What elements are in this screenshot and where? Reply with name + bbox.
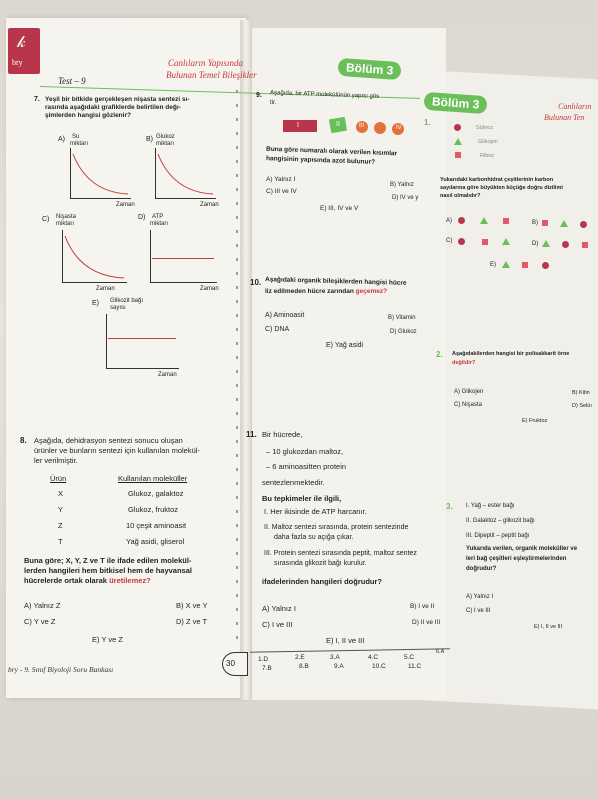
- right-q3-option-a[interactable]: A) Yalnız I: [466, 594, 494, 600]
- q8-row-t-molecules: Yağ asidi, gliserol: [126, 537, 185, 546]
- graph-d-xlabel: Zaman: [200, 286, 219, 292]
- graph-c-ylabel-1: Nişasta: [56, 214, 77, 220]
- q9-option-b[interactable]: B) Yalnız: [390, 182, 414, 188]
- answer-key-cell: 6.A: [436, 649, 445, 655]
- q8-text-2: ürünler ve bunların sentezi için kullanılan molekül-: [34, 446, 200, 455]
- right-q3-ask-2: leri bağ çeşitleri eşleştirmelerinden: [466, 556, 567, 562]
- legend-glikojen: Glikojen: [478, 139, 498, 145]
- right-q1-opt-c[interactable]: C): [446, 238, 453, 244]
- q8-row-z-molecules: 10 çeşit aminoasit: [126, 521, 187, 530]
- unit-title-line1: Canlıların Yapısında: [168, 58, 243, 68]
- graph-d-ylabel-2: miktarı: [150, 221, 168, 227]
- graph-b-option: B): [146, 136, 153, 143]
- graph-d-ylabel-1: ATP: [152, 214, 164, 220]
- graph-a-ylabel-1: Su: [72, 134, 80, 140]
- right-q3-option-c[interactable]: C) I ve III: [466, 608, 491, 614]
- right-q2-option-e[interactable]: E) Fruktoz: [522, 418, 548, 424]
- graph-a-option: A): [58, 136, 65, 143]
- graph-c-ylabel-2: miktarı: [56, 221, 74, 227]
- answer-key-cell: 7.B: [262, 665, 272, 672]
- answer-key-cell: 1.D: [258, 656, 269, 663]
- right-bolum-number: 3: [472, 97, 480, 112]
- right-q1-text-3: nasıl olmalıdır?: [440, 193, 481, 199]
- graph-b-curve: [155, 148, 215, 198]
- q11-dash-2: – 6 aminoasitten protein: [266, 462, 347, 471]
- q8-option-d[interactable]: D) Z ve T: [176, 617, 208, 626]
- q9-option-d[interactable]: D) IV ve y: [392, 195, 419, 201]
- graph-e-xlabel: Zaman: [158, 372, 177, 378]
- q11-statement-2b: daha fazla su açığa çıkar.: [274, 534, 354, 541]
- right-q3-item-3: III. Dipeptit – peptit bağı: [466, 533, 530, 539]
- opt-e-triangle-icon: [502, 261, 510, 268]
- right-q3-ask-1: Yukarıda verilen, organik moleküller ve: [466, 546, 578, 552]
- q8-row-y-molecules: Glukoz, fruktoz: [128, 505, 179, 514]
- q8-text-3: ler verilmiştir.: [34, 456, 78, 465]
- q11-statement-1: I. Her ikisinde de ATP harcanır.: [264, 507, 367, 516]
- graph-c-curve: [62, 230, 126, 282]
- page-binding: [240, 20, 252, 700]
- q9-text-2: tir.: [270, 100, 277, 106]
- graph-e-ylabel-1: Glikozit bağı: [110, 298, 144, 304]
- opt-c-square-icon: [482, 239, 488, 245]
- riboz-square-icon: [455, 152, 461, 158]
- answer-key-cell: 10.C: [372, 663, 386, 670]
- atp-phosphate-2: [374, 122, 386, 134]
- q9-number: 9.: [256, 92, 262, 99]
- graph-e-line: [108, 338, 176, 339]
- q11-option-b[interactable]: B) I ve II: [410, 603, 435, 610]
- q8-option-a[interactable]: A) Yalnız Z: [24, 601, 61, 610]
- right-q2-option-c[interactable]: C) Nişasta: [454, 402, 483, 408]
- atp-label-2: II: [336, 121, 340, 128]
- q8-ask-3: [24, 576, 151, 585]
- q8-ask-1: Buna göre; X, Y, Z ve T ile ifade edilen molekül-: [24, 556, 192, 565]
- opt-d-triangle-icon: [542, 240, 550, 247]
- opt-e-circle-icon: [542, 262, 549, 269]
- graph-a-xlabel: Zaman: [116, 202, 135, 208]
- bolum-text: Bölüm: [345, 60, 384, 77]
- right-q3-option-e[interactable]: E) I, II ve III: [534, 624, 563, 630]
- q10-text-2: [265, 288, 387, 296]
- q7-text-2: rasında aşağıdaki grafiklerde belirtilen değı-: [45, 104, 181, 111]
- bolum-number: 3: [386, 63, 394, 78]
- answer-key-cell: 2.E: [295, 654, 305, 661]
- q11-option-a[interactable]: A) Yalnız I: [262, 604, 296, 613]
- q9-text: Aşağıda, bir ATP molekülünün yapısı gös: [269, 90, 380, 100]
- graph-e-option: E): [92, 300, 99, 307]
- bry-logo: [8, 28, 40, 74]
- q11-statement-3a: III. Protein sentezi sırasında peptit, maltoz sentez: [264, 550, 417, 557]
- sukroz-circle-icon: [454, 124, 461, 131]
- q8-row-x-product: X: [58, 489, 64, 498]
- footer-book-title: bry - 9. Sınıf Biyoloji Soru Bankası: [8, 665, 114, 674]
- atp-label-4: IV: [396, 125, 402, 131]
- q8-row-y-product: Y: [58, 505, 64, 514]
- opt-b-triangle-icon: [560, 220, 568, 227]
- q10-option-a[interactable]: A) Aminoasit: [265, 312, 305, 319]
- q11-statement-3b: sırasında glikozit bağı kurulur.: [274, 560, 367, 567]
- q11-synth: sentezlenmektedir.: [262, 478, 325, 487]
- q8-row-t-product: T: [58, 537, 63, 546]
- right-q1-opt-b[interactable]: B): [532, 220, 538, 226]
- q8-col-molecules: Kullanılan moleküller: [118, 474, 188, 483]
- q10-text-1: Aşağıdaki organik bileşiklerden hangisi hücre: [264, 276, 407, 287]
- q11-lead: Bu tepkimeler ile ilgili,: [262, 494, 342, 503]
- q11-number: 11.: [246, 430, 257, 439]
- graph-a-curve: [70, 148, 130, 198]
- right-q2-text-1: Aşağıdakilerden hangisi bir polisakkarit örne: [452, 351, 570, 357]
- q7-text-1: Yeşil bir bitkide gerçekleşen nişasta sentezi sı-: [45, 96, 190, 103]
- right-q3-number: 3.: [446, 502, 453, 511]
- q10-option-c[interactable]: C) DNA: [265, 326, 290, 333]
- q8-number: 8.: [20, 436, 27, 445]
- graph-e-axes: [106, 314, 179, 369]
- opt-d-circle-icon: [562, 241, 569, 248]
- answer-key-cell: 4.C: [368, 654, 379, 661]
- brand-text: bry: [12, 58, 23, 67]
- opt-b-circle-icon: [580, 221, 587, 228]
- graph-d-axes: [150, 230, 217, 283]
- graph-e-ylabel-2: sayısı: [110, 305, 126, 311]
- legend-riboz: Riboz: [480, 153, 495, 159]
- q11-option-c[interactable]: C) I ve III: [262, 620, 293, 629]
- page-number: 30: [226, 659, 235, 668]
- q9-option-c[interactable]: C) III ve IV: [266, 188, 297, 195]
- logo-mark-icon: 𝓀: [17, 34, 26, 51]
- q9-ask-2: hangisinin yapısında azot bulunur?: [265, 155, 376, 166]
- answer-key-cell: 5.C: [404, 654, 415, 661]
- right-q1-text-2: sayılarına göre büyükten küçüğe doğru dizilimi: [440, 185, 563, 191]
- q10-text-2-main: liz edilmeden hücre zarından: [265, 288, 354, 295]
- column-separator: [236, 90, 238, 650]
- q8-row-x-molecules: Glukoz, galaktoz: [128, 489, 184, 498]
- q8-option-b[interactable]: B) X ve Y: [176, 601, 208, 610]
- opt-a-circle-icon: [458, 217, 465, 224]
- glikojen-triangle-icon: [454, 138, 462, 145]
- q8-ask-red: üretilemez?: [109, 576, 151, 585]
- right-q1-number: 1.: [424, 118, 431, 127]
- right-q3-item-2: II. Galaktoz – glikozit bağı: [466, 518, 535, 524]
- atp-label-1: I: [297, 122, 299, 129]
- q8-ask-2: lerden hangileri hem bitkisel hem de hayvansal: [24, 566, 192, 575]
- opt-d-square-icon: [582, 242, 588, 248]
- right-q2-text-red: değildir?: [452, 360, 476, 366]
- right-q2-option-d[interactable]: D) Selüı: [572, 403, 592, 409]
- answer-key-cell: 3.A: [330, 654, 340, 661]
- q8-text-1: Aşağıda, dehidrasyon sentezi sonucu oluşan: [34, 436, 183, 445]
- opt-c-circle-icon: [458, 238, 465, 245]
- unit-title-line2: Bulunan Temel Bileşikler: [166, 70, 257, 80]
- right-q3-ask-3: doğrudur?: [466, 566, 497, 572]
- graph-b-ylabel-1: Glukoz: [156, 134, 175, 140]
- right-q1-text-1: Yukarıdaki karbonhidrat çeşitlerinin karbon: [440, 177, 554, 183]
- q8-ask-3-text: hücrelerde ortak olarak: [24, 576, 107, 585]
- graph-d-line: [152, 258, 214, 259]
- graph-d-option: D): [138, 214, 146, 221]
- q8-row-z-product: Z: [58, 521, 63, 530]
- q7-text-3: şimlerden hangisi gözlenir?: [45, 112, 131, 119]
- q8-col-product: Ürün: [50, 474, 67, 483]
- q10-number: 10.: [250, 278, 262, 287]
- answer-key-cell: 8.B: [299, 663, 309, 670]
- right-q2-option-a[interactable]: A) Glikojen: [454, 389, 484, 395]
- q11-option-d[interactable]: D) II ve III: [412, 619, 441, 626]
- opt-c-triangle-icon: [502, 238, 510, 245]
- opt-a-square-icon: [503, 218, 509, 224]
- q10-option-b[interactable]: B) Vitamin: [388, 315, 416, 321]
- graph-c-xlabel: Zaman: [96, 286, 115, 292]
- q9-ask-1: Buna göre numaralı olarak verilen kısımlar: [265, 145, 398, 158]
- answer-key-cell: 11.C: [408, 663, 422, 670]
- atp-adenine-block: [283, 120, 317, 132]
- q7-number: 7.: [34, 96, 40, 103]
- q8-option-e[interactable]: E) Y ve Z: [92, 635, 123, 644]
- opt-e-square-icon: [522, 262, 528, 268]
- q8-option-c[interactable]: C) Y ve Z: [24, 617, 56, 626]
- right-q1-opt-a[interactable]: A): [446, 218, 452, 224]
- q10-option-d[interactable]: D) Glukoz: [390, 329, 417, 335]
- right-q1-opt-e[interactable]: E): [490, 262, 496, 268]
- atp-label-3: III: [359, 123, 365, 129]
- q11-dash-1: – 10 glukozdan maltoz,: [266, 447, 344, 456]
- q9-option-a[interactable]: A) Yalnız I: [266, 176, 296, 183]
- right-bolum-text: Bölüm: [431, 94, 470, 111]
- graph-c-option: C): [42, 216, 50, 223]
- opt-b-square-icon: [542, 220, 548, 226]
- right-q2-option-b[interactable]: B) Kitin: [572, 390, 590, 396]
- q11-statement-2a: II. Maltoz sentezi sırasında, protein sentezinde: [264, 524, 409, 531]
- test-label: Test – 9: [58, 76, 86, 86]
- right-unit-title-line1: Canlıların: [558, 102, 592, 111]
- right-q2-number: 2.: [436, 350, 443, 359]
- graph-b-xlabel: Zaman: [200, 202, 219, 208]
- q11-intro: Bir hücrede,: [262, 430, 303, 439]
- q10-option-e[interactable]: E) Yağ asidi: [326, 342, 364, 349]
- right-q3-item-1: I. Yağ – ester bağı: [466, 503, 515, 509]
- graph-a-ylabel-2: miktarı: [70, 141, 88, 147]
- right-unit-title-line2: Bulunan Ten: [544, 113, 585, 122]
- q9-option-e[interactable]: E) III, IV ve V: [320, 205, 359, 212]
- q11-ask: ifadelerinden hangileri doğrudur?: [262, 577, 383, 586]
- opt-a-triangle-icon: [480, 217, 488, 224]
- answer-key-cell: 9.A: [334, 663, 344, 670]
- graph-b-ylabel-2: miktarı: [156, 141, 174, 147]
- legend-sukroz: Sükroz: [476, 125, 494, 131]
- q11-option-e[interactable]: E) I, II ve III: [326, 636, 365, 645]
- q10-text-red: geçemez?: [355, 288, 388, 295]
- right-q1-opt-d[interactable]: D): [532, 241, 539, 247]
